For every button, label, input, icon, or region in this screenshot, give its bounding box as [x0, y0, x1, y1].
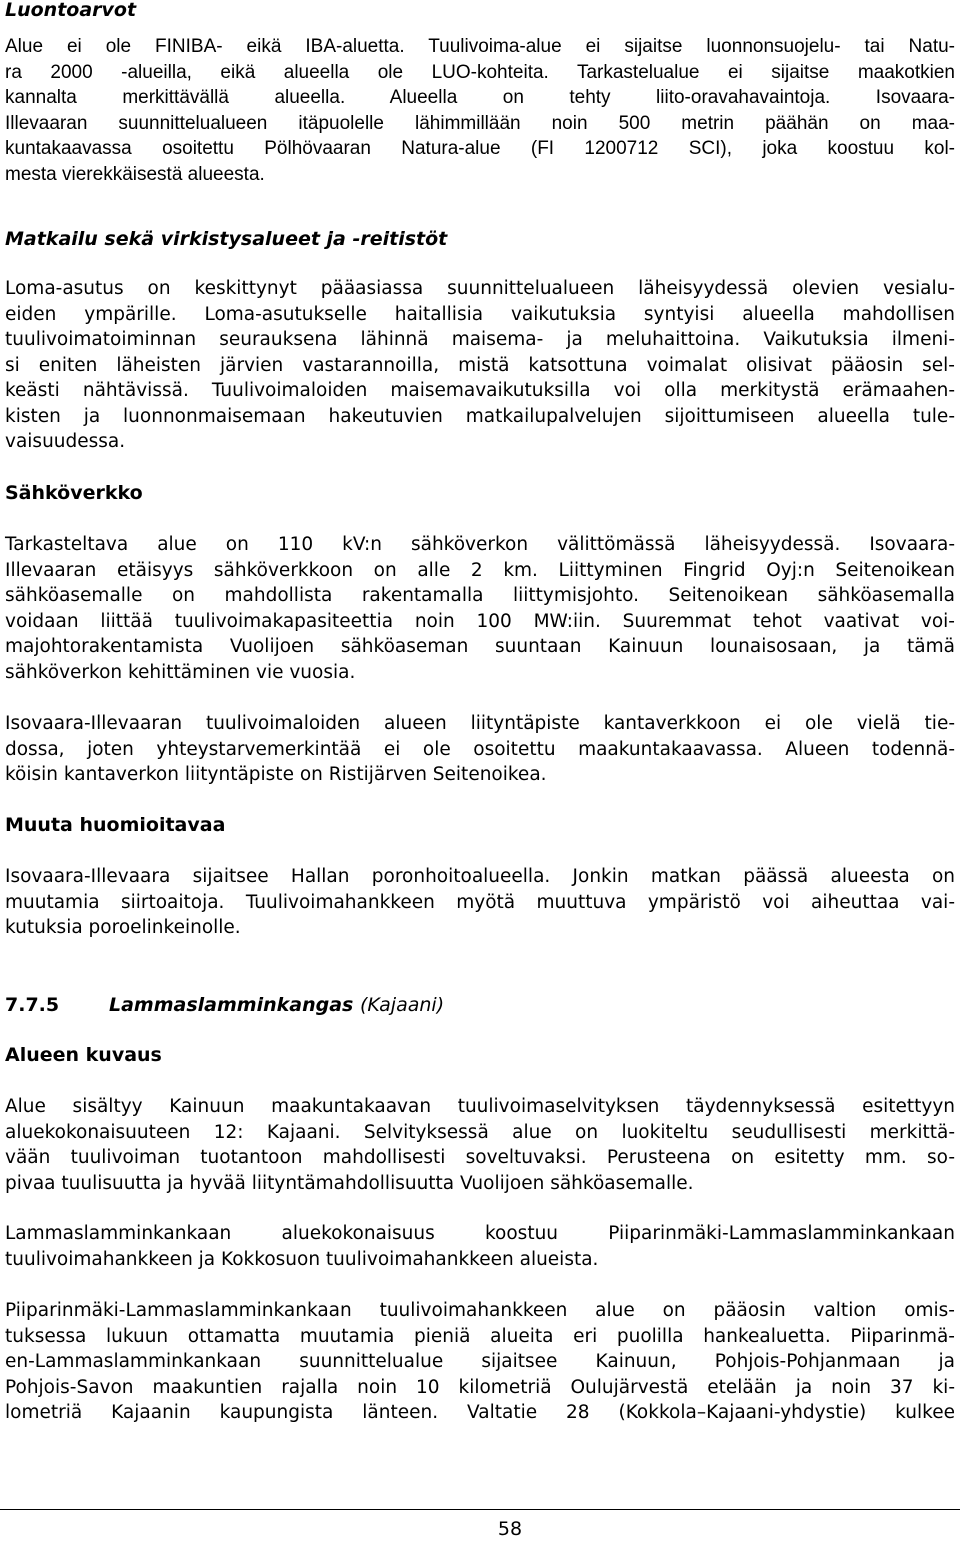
text-line: sähköasemalle on mahdollista rakentamalla liittymisjohto. Seitenoikean sähköasemalla [5, 585, 955, 606]
text-line: keästi nähtävissä. Tuulivoimaloiden maisemavaikutuksilla voi olla merkitystä erämaahen- [5, 380, 955, 401]
text-line: majohtorakentamista Vuolijoen sähköaseman suuntaan Kainuun lounaisosaan, ja tämä [5, 636, 955, 657]
text-line: tuulivoimahankkeen ja Kokkosuon tuulivoimahankkeen alueista. [5, 1248, 599, 1270]
text-line: köisin kantaverkon liityntäpiste on Ristijärven Seitenoikea. [5, 764, 547, 785]
paragraph-lammas-3 [5, 1298, 955, 1426]
text-line: voidaan liittää tuulivoimakapasiteettia noin 100 MW:iin. Suuremmat tehot vaativat voi- [5, 610, 955, 632]
text-line: Alue ei ole FINIBA- eikä IBA-aluetta. Tuulivoima-alue ei sijaitse luonnonsuojelu- tai Natu- [5, 36, 955, 57]
paragraph-lammas-2 [5, 1221, 955, 1272]
footer-divider [0, 1509, 960, 1510]
text-line: dossa, joten yhteystarvemerkintää ei ole osoitettu maakuntakaavassa. Alueen todennä- [5, 738, 955, 760]
heading-muuta [5, 813, 225, 838]
text-line: si eniten läheisten järvien vastarannoilla, mistä katsottuna voimalat olisivat pääosin sel- [5, 354, 955, 376]
text-line: en-Lammaslamminkankaan suunnittelualue sijaitsee Kainuun, Pohjois-Pohjanmaan ja [5, 1351, 955, 1372]
text-line: kuntakaavassa osoitettu Pölhövaaran Natura-alue (FI 1200712 SCI), joka koostuu kol- [5, 138, 955, 159]
text-line: Lammaslamminkankaan aluekokonaisuus koostuu Piiparinmäki-Lammaslamminkankaan [5, 1223, 955, 1244]
paragraph-sahkoverkko-1 [5, 532, 955, 685]
text-line: eiden ympärille. Loma-asutukselle haitallisia vaikutuksia syntyisi alueella mahdollisen [5, 303, 955, 325]
text-line: kannalta merkittävällä alueella. Alueella on tehty liito-oravahavaintoja. Isovaara- [5, 87, 955, 108]
section-heading: Muuta huomioitavaa [5, 814, 226, 836]
section-heading: Sähköverkko [5, 482, 143, 504]
section-title-lammaslamminkangas [5, 993, 444, 1018]
section-heading: Alueen kuvaus [5, 1044, 162, 1066]
text-line: tuulivoimatoiminnan seurauksena lähinnä maisema- ja meluhaittoina. Vaikutuksia ilmeni- [5, 329, 955, 350]
paragraph-matkailu [5, 276, 955, 455]
section-heading: Luontoarvot [5, 0, 137, 21]
text-line: Isovaara-Illevaaran tuulivoimaloiden alueen liityntäpiste kantaverkkoon ei ole vielä tie- [5, 713, 955, 734]
text-line: sähköverkon kehittäminen vie vuosia. [5, 661, 356, 683]
text-line: tuksessa lukuun ottamatta muutamia pieniä alueita eri puolilla hankealuetta. Piiparinmä- [5, 1325, 955, 1347]
heading-sahkoverkko [5, 481, 143, 506]
text-line: vaisuudessa. [5, 431, 126, 452]
text-line: Loma-asutus on keskittynyt pääasiassa suunnittelualueen läheisyydessä olevien vesialu- [5, 278, 955, 299]
text-line: Illevaaran etäisyys sähköverkkoon on alle 2 km. Liittyminen Fingrid Oyj:n Seitenoikean [5, 559, 955, 581]
page-number: 58 [497, 1518, 523, 1540]
heading-luontoarvot [5, 0, 136, 23]
text-line: Alue sisältyy Kainuun maakuntakaavan tuulivoimaselvityksen täydennyksessä esitettyyn [5, 1096, 955, 1117]
text-line: lometriä Kajaanin kaupungista länteen. Valtatie 28 (Kokkola–Kajaani-yhdystie) kulkee [5, 1402, 955, 1423]
section-number: 7.7.5 [5, 994, 60, 1016]
text-line: aluekokonaisuuteen 12: Kajaani. Selvityksessä alue on luokiteltu seudullisesti merkittä- [5, 1121, 955, 1143]
text-line: Isovaara-Illevaara sijaitsee Hallan poronhoitoalueella. Jonkin matkan päässä alueesta on [5, 866, 955, 887]
text-line: mesta vierekkäisestä alueesta. [5, 163, 265, 185]
section-heading: Matkailu sekä virkistysalueet ja -reitistöt [5, 228, 448, 250]
paragraph-muuta [5, 864, 955, 941]
heading-matkailu [5, 227, 447, 252]
text-line: Tarkasteltava alue on 110 kV:n sähköverkon välittömässä läheisyydessä. Isovaara- [5, 534, 955, 555]
section-title-suffix: (Kajaani) [359, 994, 445, 1016]
heading-alueen-kuvaus [5, 1043, 162, 1068]
text-line: pivaa tuulisuutta ja hyvää liityntämahdollisuutta Vuolijoen sähköasemalle. [5, 1172, 694, 1194]
paragraph-luontoarvot [5, 34, 955, 187]
text-line: ra 2000 -alueilla, eikä alueella ole LUO-kohteita. Tarkastelualue ei sijaitse maakotkien [5, 61, 955, 83]
section-title: Lammaslamminkangas [109, 994, 354, 1016]
text-line: muutamia siirtoaitoja. Tuulivoimahankkeen myötä muuttuva ympäristö voi aiheuttaa vai- [5, 891, 955, 913]
paragraph-lammas-1 [5, 1094, 955, 1196]
text-line: Pohjois-Savon maakuntien rajalla noin 10 kilometriä Oulujärvestä etelään ja noin 37 ki- [5, 1376, 955, 1398]
text-line: Illevaaran suunnittelualueen itäpuolelle lähimmillään noin 500 metrin päähän on maa- [5, 112, 955, 134]
paragraph-sahkoverkko-2 [5, 711, 955, 788]
text-line: kisten ja luonnonmaisemaan hakeutuvien matkailupalvelujen sijoittumiseen alueella tule- [5, 405, 955, 427]
text-line: vään tuulivoiman tuotantoon mahdollisesti soveltuvaksi. Perusteena on esitetty mm. so- [5, 1147, 955, 1168]
text-line: Piiparinmäki-Lammaslamminkankaan tuulivoimahankkeen alue on pääosin valtion omis- [5, 1300, 955, 1321]
text-line: kutuksia poroelinkeinolle. [5, 917, 241, 938]
